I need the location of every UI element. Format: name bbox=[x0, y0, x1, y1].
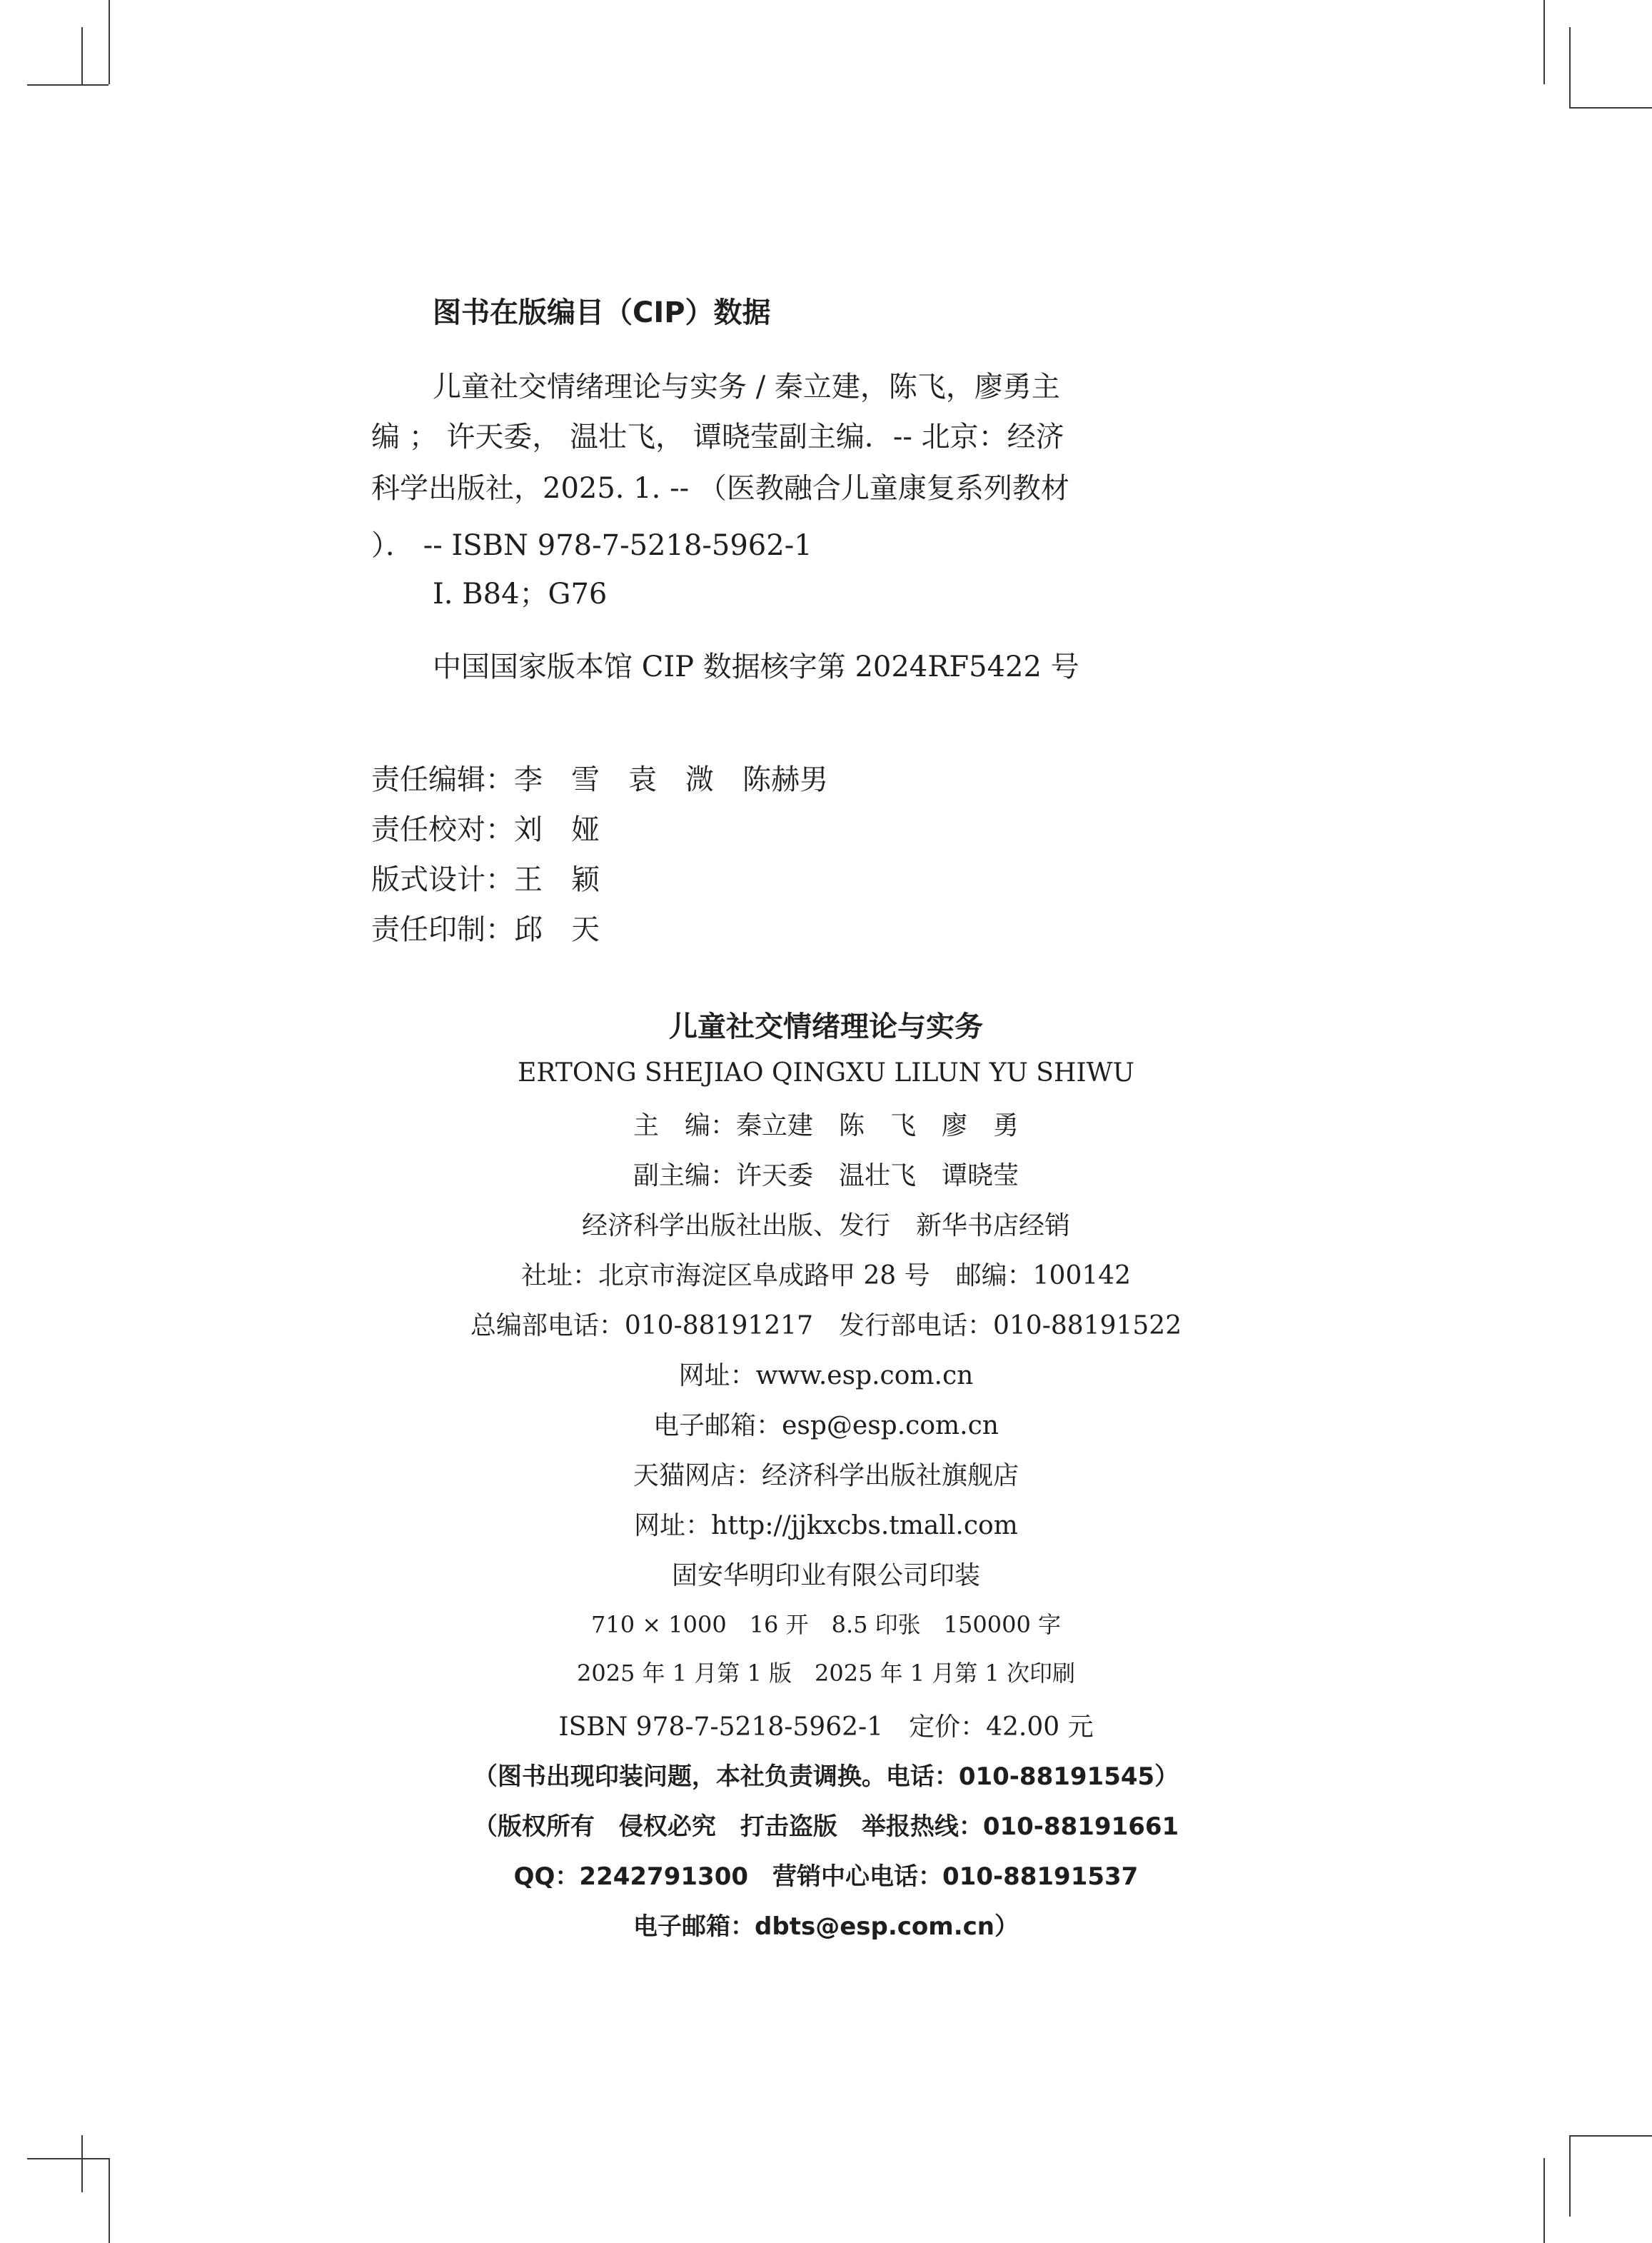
imprint-line: 网址：http://jjkxcbs.tmall.com bbox=[634, 1511, 1018, 1540]
imprint-line: 经济科学出版社出版、发行 新华书店经销 bbox=[581, 1211, 1070, 1240]
notice-line: QQ：2242791300 营销中心电话：010-88191537 bbox=[513, 1862, 1139, 1891]
credit-row bbox=[371, 807, 600, 848]
imprint-line: 天猫网店：经济科学出版社旗舰店 bbox=[633, 1461, 1019, 1490]
imprint-title-cn: 儿童社交情绪理论与实务 bbox=[669, 1010, 983, 1043]
credit-label: 责任校对： bbox=[371, 813, 514, 846]
imprint-line: 总编部电话：010-88191217 发行部电话：010-88191522 bbox=[470, 1311, 1182, 1340]
credit-value: 李 雪 袁 溦 陈赫男 bbox=[514, 763, 828, 796]
cip-line-5: Ⅰ. B84；G76 bbox=[433, 578, 608, 611]
imprint-line: 固安华明印业有限公司印装 bbox=[671, 1561, 980, 1590]
credit-label: 版式设计： bbox=[371, 863, 514, 896]
imprint-line: ISBN 978-7-5218-5962-1 定价：42.00 元 bbox=[558, 1712, 1094, 1742]
credit-value: 刘 娅 bbox=[514, 813, 600, 846]
notice-line: （版权所有 侵权必究 打击盗版 举报热线：010-88191661 bbox=[473, 1812, 1179, 1841]
cip-line-4: ）． -- ISBN 978-7-5218-5962-1 bbox=[371, 529, 812, 562]
cip-line-3: 科学出版社，2025. 1. -- （医教融合儿童康复系列教材 bbox=[371, 472, 1069, 505]
imprint-title-pinyin: ERTONG SHEJIAO QINGXU LILUN YU SHIWU bbox=[518, 1058, 1134, 1088]
imprint-line: 副主编：许天委 温壮飞 谭晓莹 bbox=[633, 1161, 1019, 1190]
imprint-line: 主 编：秦立建 陈 飞 廖 勇 bbox=[633, 1111, 1019, 1140]
cip-verification: 中国国家版本馆 CIP 数据核字第 2024RF5422 号 bbox=[433, 651, 1079, 683]
imprint-line: 电子邮箱：esp@esp.com.cn bbox=[653, 1411, 999, 1440]
cip-line-1: 儿童社交情绪理论与实务 / 秦立建，陈飞，廖勇主 bbox=[433, 371, 1060, 403]
imprint-line: 2025 年 1 月第 1 版 2025 年 1 月第 1 次印刷 bbox=[576, 1660, 1076, 1687]
notice-line: 电子邮箱：dbts@esp.com.cn） bbox=[633, 1912, 1019, 1941]
notice-line: （图书出现印装问题，本社负责调换。电话：010-88191545） bbox=[473, 1762, 1179, 1791]
credit-value: 王 颖 bbox=[514, 863, 600, 896]
imprint-line: 网址：www.esp.com.cn bbox=[678, 1361, 974, 1390]
credit-row bbox=[371, 857, 600, 898]
credit-label: 责任印制： bbox=[371, 913, 514, 946]
credit-row bbox=[371, 757, 828, 798]
credit-label: 责任编辑： bbox=[371, 763, 514, 796]
cip-heading: 图书在版编目（CIP）数据 bbox=[433, 296, 771, 329]
credit-value: 邱 天 bbox=[514, 913, 600, 946]
imprint-line: 社址：北京市海淀区阜成路甲 28 号 邮编：100142 bbox=[520, 1261, 1132, 1290]
credit-row bbox=[371, 907, 600, 948]
imprint-line: 710 × 1000 16 开 8.5 印张 150000 字 bbox=[591, 1611, 1061, 1638]
cip-line-2: 编 ； 许天委， 温壮飞， 谭晓莹副主编．-- 北京：经济 bbox=[371, 421, 1064, 453]
